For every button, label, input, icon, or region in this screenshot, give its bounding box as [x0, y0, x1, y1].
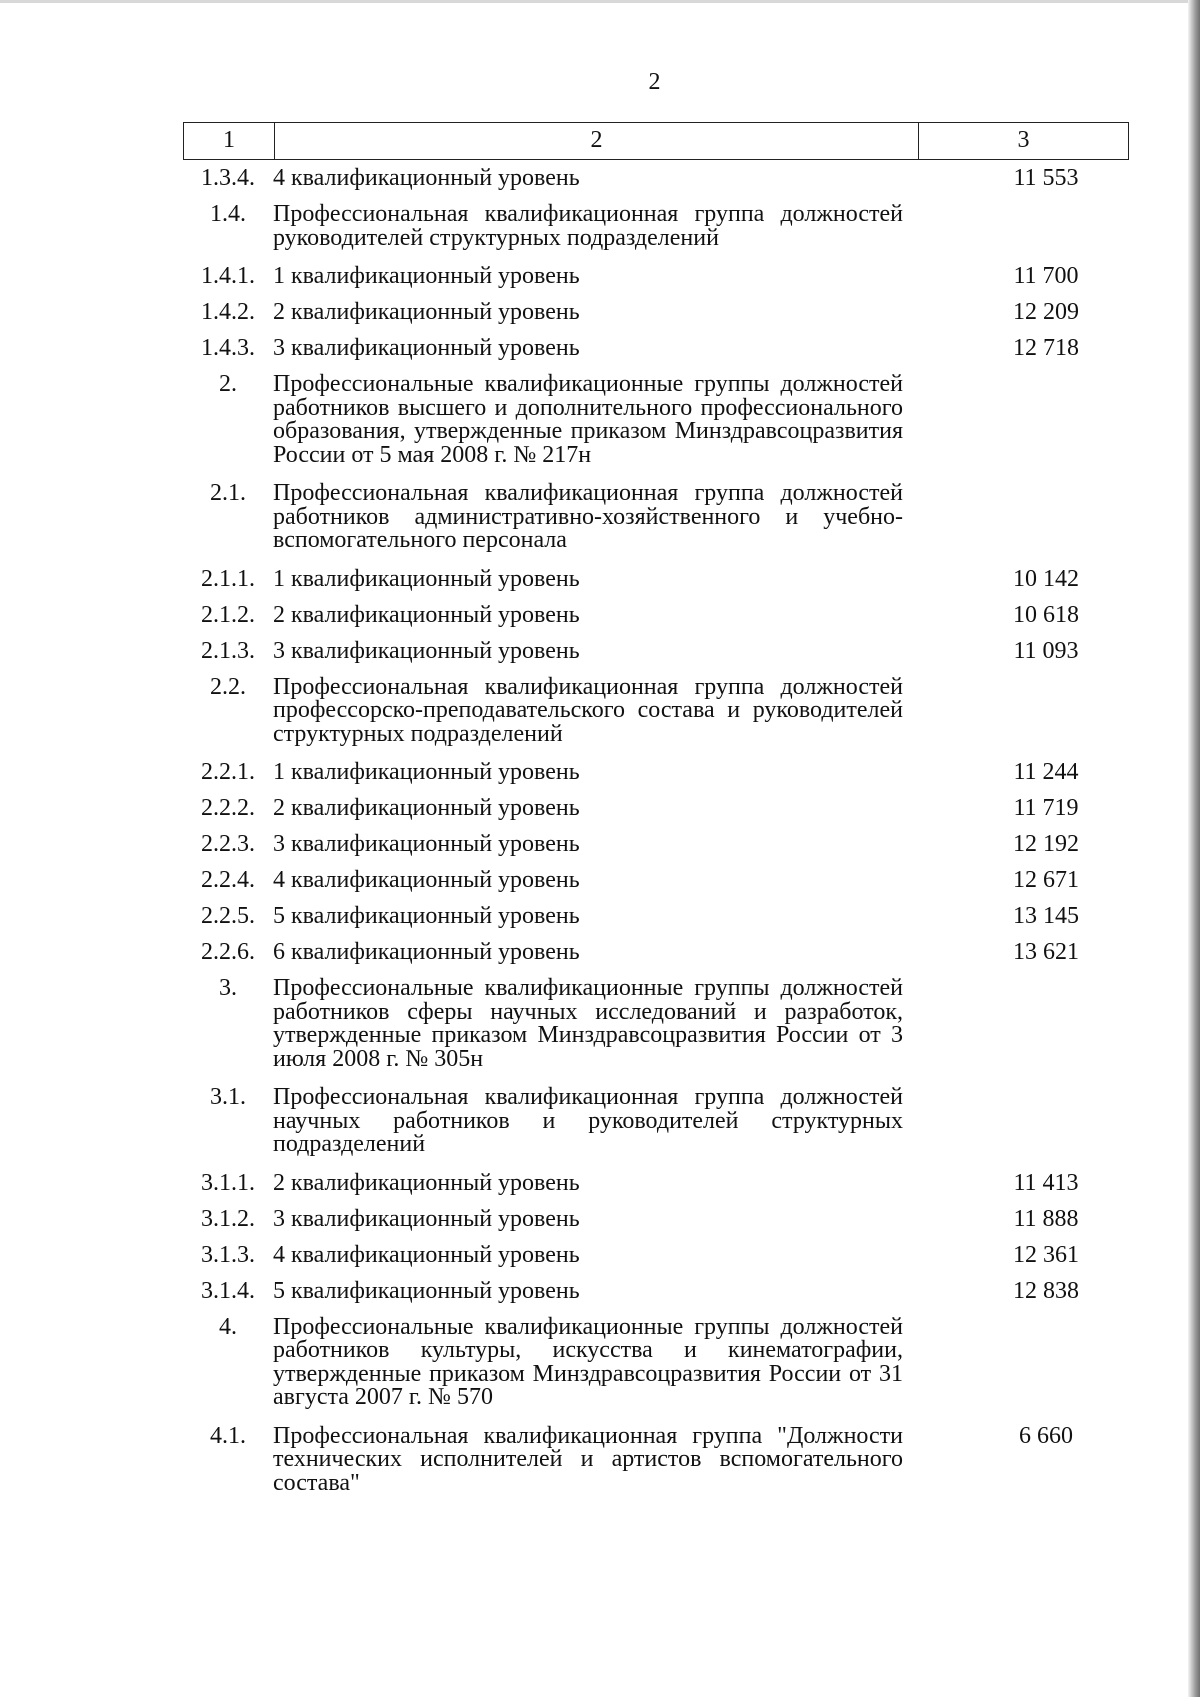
row-number: 2.2.5.	[201, 903, 255, 929]
row-number: 3.1.4.	[201, 1277, 255, 1304]
row-number: 2.2.1.	[201, 759, 255, 785]
group-title: Профессиональная квалификационная группа "Должности технических исполнителей и артистов вспомогательного состава"	[273, 1422, 903, 1496]
table-row	[183, 1201, 1129, 1237]
level-name: 3 квалификационный уровень	[273, 637, 580, 664]
salary-value: 11 888	[1013, 1205, 1079, 1232]
table-body	[183, 160, 1129, 1503]
table-row	[183, 826, 1129, 862]
row-number: 1.4.	[210, 201, 246, 227]
salary-value: 12 209	[1013, 299, 1079, 325]
salary-value: 12 361	[1013, 1241, 1079, 1268]
group-title: Профессиональная квалификационная группа должностей руководителей структурных подразделений	[273, 201, 903, 251]
level-name: 3 квалификационный уровень	[273, 335, 580, 361]
group-title: Профессиональные квалификационные группы должностей работников сферы научных исследований и разработок, утвержденные приказом Минздравсоцразвития России от 3 июля 2008 г. № 305н	[273, 975, 903, 1072]
salary-value: 11 244	[1013, 759, 1079, 785]
level-name: 1 квалификационный уровень	[273, 565, 580, 592]
level-name: 2 квалификационный уровень	[273, 1169, 580, 1196]
table-row	[183, 862, 1129, 898]
row-number: 4.	[219, 1313, 237, 1340]
page-number: 2	[648, 69, 661, 95]
table-row	[183, 330, 1129, 366]
level-name: 2 квалификационный уровень	[273, 795, 580, 821]
table-row	[183, 1165, 1129, 1201]
row-number: 1.4.1.	[201, 263, 255, 289]
row-number: 4.1.	[210, 1422, 246, 1449]
table-row	[183, 669, 1129, 755]
row-number: 1.3.4.	[201, 165, 255, 191]
level-name: 5 квалификационный уровень	[273, 903, 580, 929]
level-name: 5 квалификационный уровень	[273, 1277, 580, 1304]
scan-right-edge	[1188, 0, 1200, 1697]
row-number: 2.1.3.	[201, 637, 255, 664]
table-row	[183, 475, 1129, 561]
level-name: 2 квалификационный уровень	[273, 299, 580, 325]
table-row	[183, 633, 1129, 669]
row-number: 1.4.3.	[201, 335, 255, 361]
salary-value: 11 700	[1013, 263, 1079, 289]
salary-value: 10 618	[1013, 601, 1079, 628]
row-number: 2.2.6.	[201, 939, 255, 965]
salary-value: 13 145	[1013, 903, 1079, 929]
salary-value: 12 838	[1013, 1277, 1079, 1304]
table-row	[183, 258, 1129, 294]
group-title: Профессиональная квалификационная группа должностей профессорско-преподавательского состава и руководителей структурных подразделений	[273, 673, 903, 747]
salary-value: 12 192	[1013, 831, 1079, 857]
level-name: 1 квалификационный уровень	[273, 263, 580, 289]
group-title: Профессиональная квалификационная группа должностей научных работников и руководителей структурных подразделений	[273, 1084, 903, 1157]
row-number: 2.1.2.	[201, 601, 255, 628]
table-row	[183, 597, 1129, 633]
row-number: 2.1.	[210, 480, 246, 506]
table-row	[183, 1418, 1129, 1504]
salary-table	[183, 122, 1129, 1503]
group-title: Профессиональная квалификационная группа должностей работников административно-хозяйственного и учебно-вспомогательного персонала	[273, 480, 903, 553]
salary-value: 11 413	[1013, 1169, 1079, 1196]
row-number: 3.	[219, 975, 237, 1001]
row-number: 2.1.1.	[201, 565, 255, 592]
row-number: 3.1.2.	[201, 1205, 255, 1232]
row-number: 2.2.4.	[201, 867, 255, 893]
salary-value: 11 093	[1013, 637, 1079, 664]
table-row	[183, 754, 1129, 790]
row-number: 2.2.3.	[201, 831, 255, 857]
group-title: Профессиональные квалификационные группы должностей работников культуры, искусства и кинематографии, утвержденные приказом Минздравсоцразвития России от 31 августа 2007 г. № 570	[273, 1313, 903, 1410]
group-title: Профессиональные квалификационные группы должностей работников высшего и дополнительного профессионального образования, утвержденные приказом Минздравсоцразвития России от 5 мая 2008 г. № 217н	[273, 371, 903, 468]
table-row	[183, 366, 1129, 475]
scan-top-edge	[0, 0, 1200, 3]
row-number: 1.4.2.	[201, 299, 255, 325]
salary-value: 12 718	[1013, 335, 1079, 361]
salary-value: 11 719	[1013, 795, 1079, 821]
level-name: 6 квалификационный уровень	[273, 939, 580, 965]
table-row	[183, 196, 1129, 258]
salary-value: 11 553	[1013, 165, 1079, 191]
row-number: 2.2.2.	[201, 795, 255, 821]
table-row	[183, 294, 1129, 330]
table-row	[183, 160, 1129, 196]
table-row	[183, 934, 1129, 970]
table-row	[183, 790, 1129, 826]
level-name: 3 квалификационный уровень	[273, 831, 580, 857]
table-row	[183, 1079, 1129, 1165]
row-number: 2.2.	[210, 673, 246, 700]
table-row	[183, 561, 1129, 597]
table-row	[183, 898, 1129, 934]
row-number: 3.1.1.	[201, 1169, 255, 1196]
level-name: 4 квалификационный уровень	[273, 867, 580, 893]
salary-value: 13 621	[1013, 939, 1079, 965]
salary-value: 6 660	[1019, 1422, 1073, 1449]
table-row	[183, 1237, 1129, 1273]
row-number: 3.1.	[210, 1084, 246, 1110]
salary-value: 12 671	[1013, 867, 1079, 893]
column-header-3: 3	[1017, 127, 1030, 153]
table-row	[183, 1309, 1129, 1418]
column-header-1: 1	[184, 123, 275, 159]
level-name: 2 квалификационный уровень	[273, 601, 580, 628]
level-name: 1 квалификационный уровень	[273, 759, 580, 785]
table-row	[183, 1273, 1129, 1309]
column-header-2: 2	[275, 123, 919, 159]
salary-value: 10 142	[1013, 565, 1079, 592]
level-name: 4 квалификационный уровень	[273, 1241, 580, 1268]
row-number: 2.	[219, 371, 237, 397]
table-row	[183, 970, 1129, 1079]
level-name: 4 квалификационный уровень	[273, 165, 580, 191]
level-name: 3 квалификационный уровень	[273, 1205, 580, 1232]
row-number: 3.1.3.	[201, 1241, 255, 1268]
table-column-header	[183, 122, 1129, 160]
